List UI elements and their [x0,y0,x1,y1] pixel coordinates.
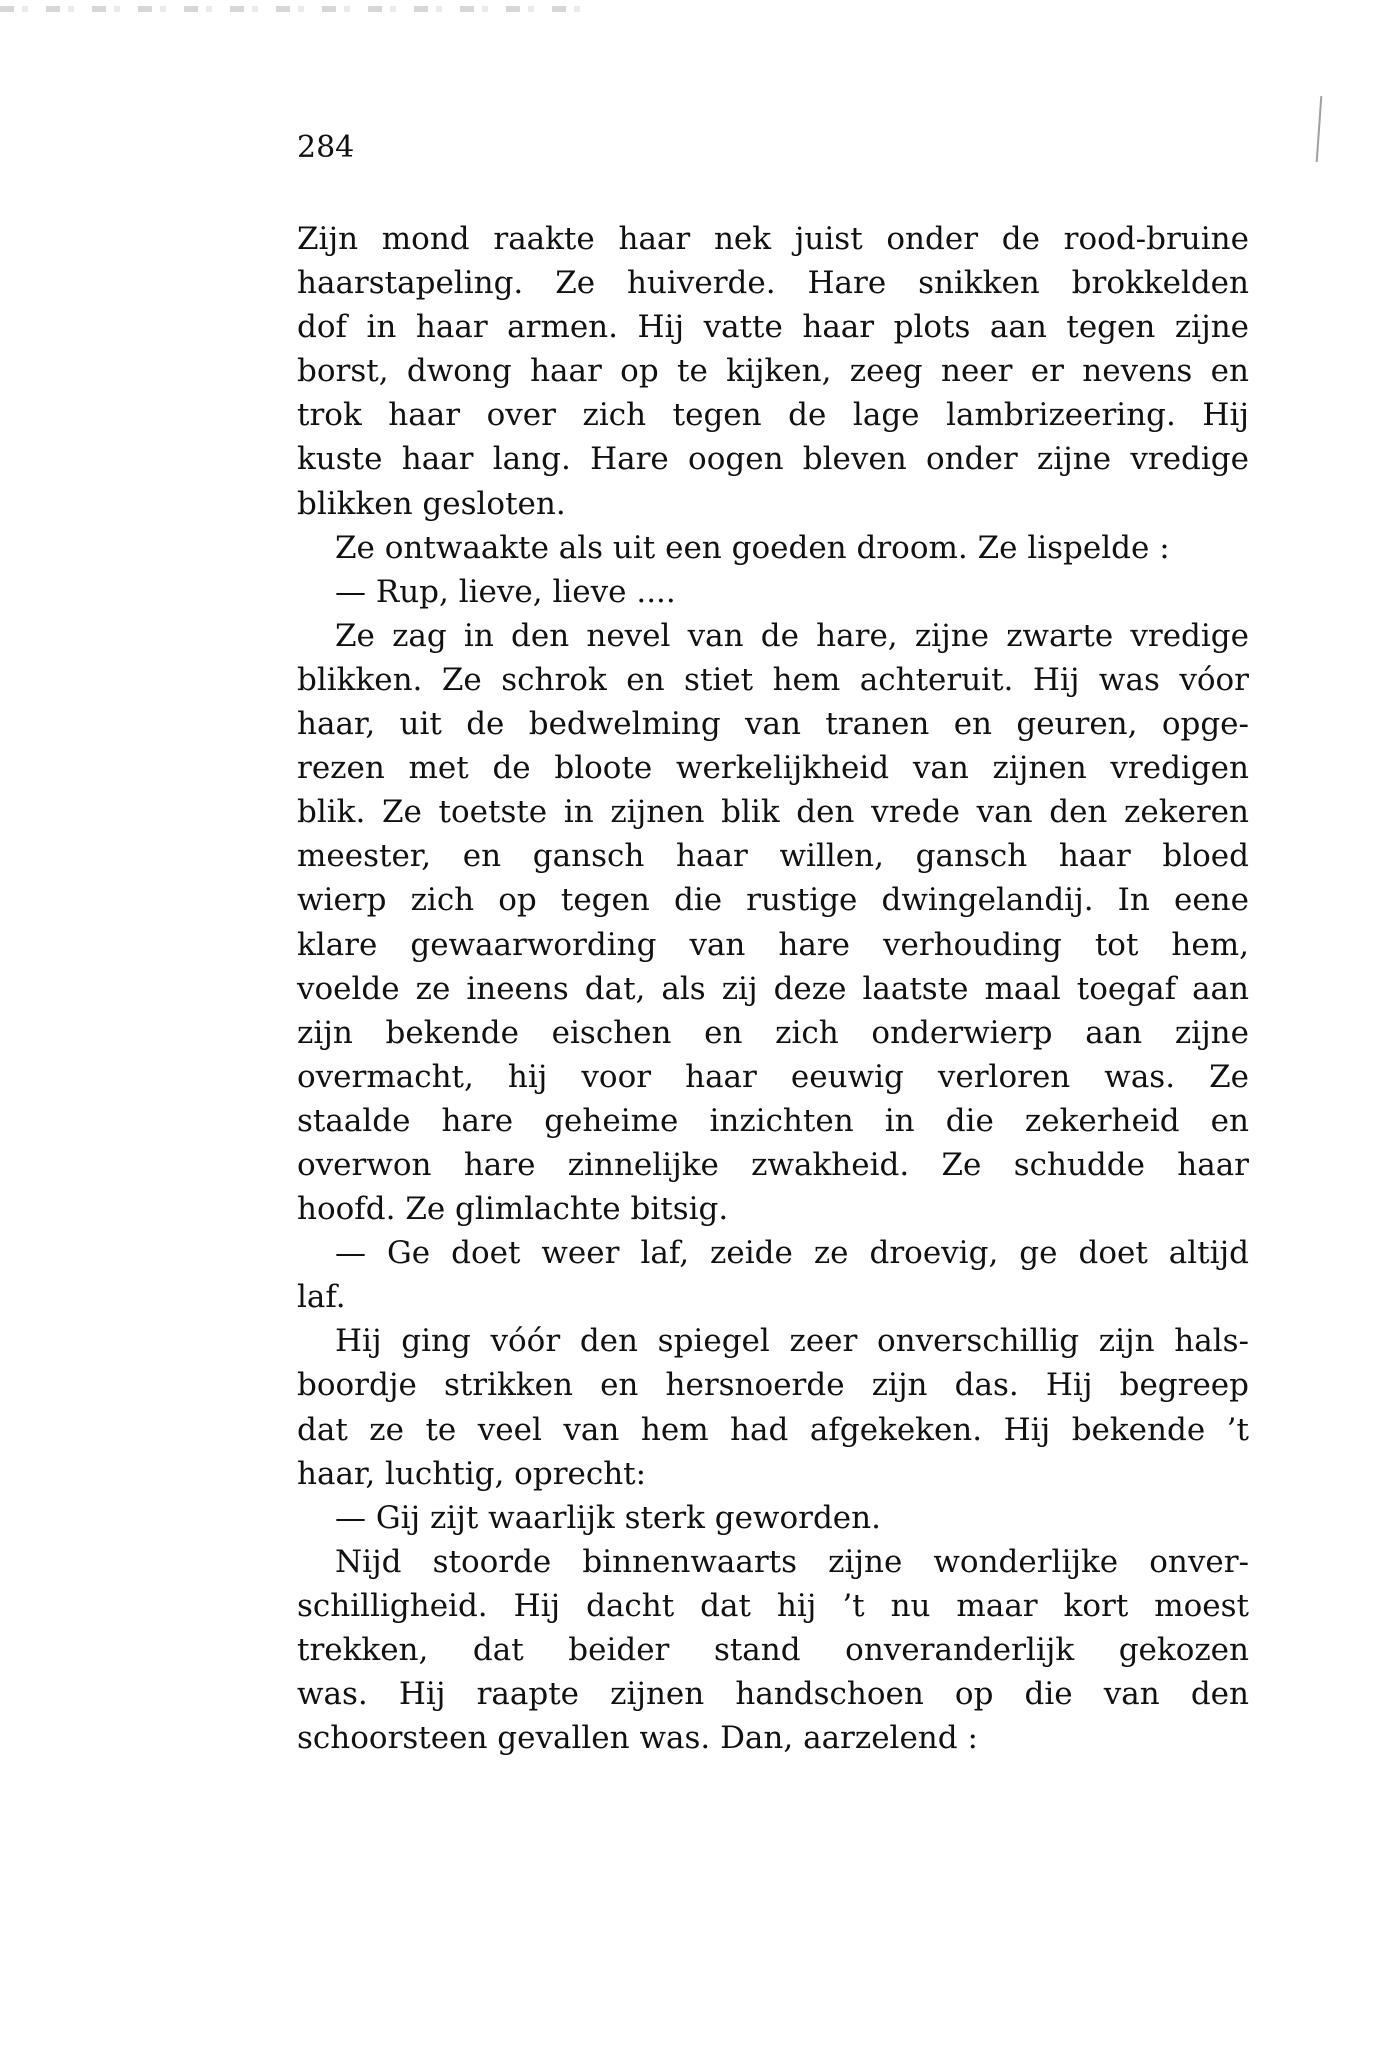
text-line: — Ge doet weer laf, zeide ze droevig, ge doet altijd [335,1235,1249,1272]
text-line: Nijd stoorde binnenwaarts zijne wonderlijke onver- [335,1543,1249,1580]
scan-artifact-top [0,6,580,12]
text-line: blikken. Ze schrok en stiet hem achteruit. Hij was vóor [297,661,1249,698]
text-line: trekken, dat beider stand onveranderlijk gekozen [297,1632,1249,1668]
text-line: Hij ging vóór den spiegel zeer onverschillig zijn hals- [335,1323,1249,1360]
text-line: overwon hare zinnelijke zwakheid. Ze schudde haar [297,1146,1249,1183]
text-line: — Rup, lieve, lieve .... [335,573,676,610]
text-line: haar, luchtig, oprecht: [297,1455,647,1492]
body-text [297,217,1249,1760]
text-line: wierp zich op tegen die rustige dwingelandij. In eene [297,882,1249,919]
text-line: Zijn mond raakte haar nek juist onder de rood-bruine [297,221,1249,257]
text-line: kuste haar lang. Hare oogen bleven onder zijne vredige [297,441,1249,478]
text-line: dat ze te veel van hem had afgekeken. Hij bekende ’t [297,1411,1249,1448]
text-line: schilligheid. Hij dacht dat hij ’t nu maar kort moest [297,1587,1249,1624]
text-line: blik. Ze toetste in zijnen blik den vrede van den zekeren [297,794,1249,831]
text-line: Ze ontwaakte als uit een goeden droom. Ze lispelde : [335,529,1170,566]
text-line: boordje strikken en hersnoerde zijn das. Hij begreep [297,1367,1249,1404]
text-line: klare gewaarwording van hare verhouding tot hem, [297,926,1249,963]
text-line: trok haar over zich tegen de lage lambrizeering. Hij [297,397,1249,434]
text-line: dof in haar armen. Hij vatte haar plots aan tegen zijne [297,309,1249,346]
text-line: Ze zag in den nevel van de hare, zijne zwarte vredige [335,617,1249,654]
text-line: was. Hij raapte zijnen handschoen op die van den [297,1676,1249,1713]
text-line: hoofd. Ze glimlachte bitsig. [297,1191,729,1228]
text-line: haarstapeling. Ze huiverde. Hare snikken brokkelden [297,265,1249,302]
text-line: — Gij zijt waarlijk sterk geworden. [335,1499,881,1536]
text-line: rezen met de bloote werkelijkheid van zijnen vredigen [297,750,1249,787]
text-line: borst, dwong haar op te kijken, zeeg neer er nevens en [297,353,1249,390]
text-line: staalde hare geheime inzichten in die zekerheid en [297,1102,1249,1139]
text-line: meester, en gansch haar willen, gansch haar bloed [297,838,1249,875]
text-line: zijn bekende eischen en zich onderwierp aan zijne [297,1014,1249,1051]
text-line: overmacht, hij voor haar eeuwig verloren was. Ze [297,1058,1249,1095]
text-line: blikken gesloten. [297,485,566,522]
scan-artifact-edge [1316,96,1323,162]
text-line: voelde ze ineens dat, als zij deze laatste maal toegaf aan [297,970,1249,1007]
text-line: schoorsteen gevallen was. Dan, aarzelend : [297,1720,978,1757]
page-number: 284 [297,130,355,165]
text-line: haar, uit de bedwelming van tranen en geuren, opge- [297,706,1249,743]
text-line: laf. [297,1279,346,1316]
